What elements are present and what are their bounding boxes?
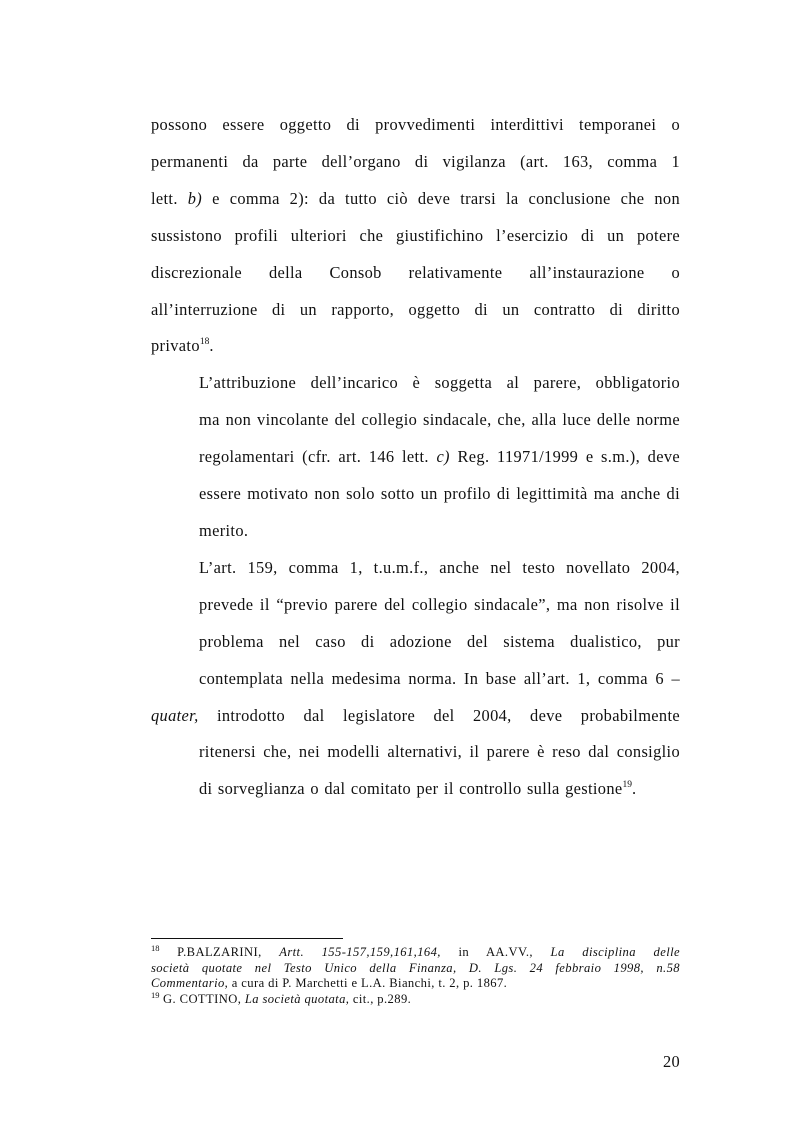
footnote-ref-19[interactable]: 19 bbox=[622, 780, 633, 791]
footnotes bbox=[151, 945, 680, 1007]
text-line: sussistono profili ulteriori che giustifichino l’esercizio di un potere bbox=[151, 225, 680, 245]
text-line: essere motivato non solo sotto un profilo di legittimità ma anche di bbox=[199, 484, 680, 504]
text-fragment: e comma 2): da tutto ciò deve trarsi la conclusione che non bbox=[202, 188, 680, 208]
text-fragment: . bbox=[209, 336, 214, 356]
text-line: contemplata nella medesima norma. In base all’art. 1, comma 6 – bbox=[199, 668, 680, 688]
text-line bbox=[151, 181, 680, 218]
body-text bbox=[151, 107, 680, 808]
footnote-19 bbox=[151, 989, 680, 1008]
text-line bbox=[151, 771, 680, 808]
text-fragment: a cura di P. Marchetti e L.A. Bianchi, t. 2, p. 1867. bbox=[228, 976, 508, 990]
text-line: merito. bbox=[199, 520, 249, 540]
text-fragment: . bbox=[632, 779, 637, 799]
text-fragment: di sorveglianza o dal comitato per il controllo sulla gestione bbox=[199, 779, 623, 799]
footnote-work: , La disciplina delle bbox=[529, 945, 680, 959]
footnote-separator bbox=[151, 938, 343, 939]
text-fragment: in AA.VV. bbox=[440, 945, 530, 959]
page-number: 20 bbox=[663, 1052, 680, 1071]
text-line: problema nel caso di adozione del sistema dualistico, pur bbox=[199, 631, 680, 651]
footnote-line bbox=[151, 961, 680, 977]
footnote-line bbox=[151, 989, 680, 1008]
footnote-line bbox=[151, 976, 680, 992]
footnote-author: P.BALZARINI, bbox=[159, 945, 280, 959]
paragraph-3 bbox=[151, 550, 680, 808]
text-line: ritenersi che, nei modelli alternativi, il parere è reso dal consiglio bbox=[199, 742, 680, 762]
footnote-ref-18[interactable]: 18 bbox=[199, 337, 210, 348]
paragraph-1 bbox=[151, 107, 680, 365]
text-line: all’interruzione di un rapporto, oggetto di un contratto di diritto bbox=[151, 299, 680, 319]
text-line bbox=[151, 698, 680, 735]
text-fragment: cit., p.289. bbox=[349, 991, 412, 1006]
footnote-work: società quotate nel Testo Unico della Finanza, D. Lgs. 24 febbraio 1998, n.58 bbox=[151, 960, 680, 975]
text-line: permanenti da parte dell’organo di vigilanza (art. 163, comma 1 bbox=[151, 151, 680, 171]
footnote-18 bbox=[151, 945, 680, 992]
text-line: L’attribuzione dell’incarico è soggetta al parere, obbligatorio bbox=[199, 373, 680, 393]
text-line: possono essere oggetto di provvedimenti interdittivi temporanei o bbox=[151, 115, 680, 134]
text-line: L’art. 159, comma 1, t.u.m.f., anche nel testo novellato 2004, bbox=[199, 557, 680, 577]
text-fragment: Reg. 11971/1999 e s.m.), deve bbox=[449, 447, 680, 467]
text-fragment: introdotto dal legislatore del 2004, deve probabilmente bbox=[198, 705, 680, 725]
text-line bbox=[151, 328, 680, 365]
footnote-work: La società quotata, bbox=[244, 991, 350, 1006]
text-line: discrezionale della Consob relativamente all’instaurazione o bbox=[151, 262, 680, 282]
text-line bbox=[151, 439, 680, 476]
footnote-work: Commentario, bbox=[151, 976, 229, 990]
italic-fragment: b) bbox=[187, 188, 203, 208]
paragraph-2 bbox=[151, 365, 680, 550]
footnote-work: Artt. 155-157,159,161,164, bbox=[279, 945, 441, 959]
text-line: ma non vincolante del collegio sindacale, che, alla luce delle norme bbox=[199, 410, 680, 430]
italic-fragment: quater, bbox=[151, 705, 199, 725]
footnote-number: 19 bbox=[151, 989, 160, 1000]
text-line: prevede il “previo parere del collegio sindacale”, ma non risolve il bbox=[199, 594, 680, 614]
text-fragment: regolamentari (cfr. art. 146 lett. bbox=[199, 447, 437, 467]
text-fragment: lett. bbox=[151, 188, 188, 208]
text-fragment: privato bbox=[151, 336, 200, 356]
italic-fragment: c) bbox=[436, 447, 450, 467]
footnote-number: 18 bbox=[151, 943, 160, 953]
footnote-author: G. COTTINO, bbox=[159, 991, 245, 1006]
footnote-line bbox=[151, 945, 680, 961]
